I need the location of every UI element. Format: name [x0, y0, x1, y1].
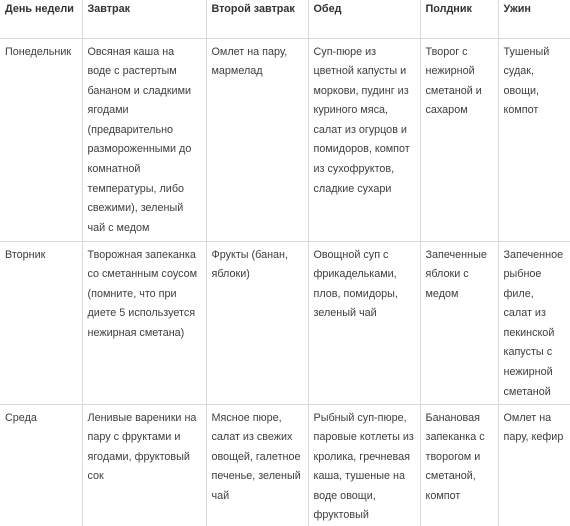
cell-second-breakfast: Фрукты (банан, яблоки) [206, 241, 308, 404]
table-header-row [0, 0, 570, 38]
cell-snack: Запеченные яблоки с медом [420, 241, 498, 404]
cell-lunch: Суп-пюре из цветной капусты и моркови, пудинг из куриного мяса, салат из огурцов и помидоров, компот из сухофруктов, сладкие сухари [308, 38, 420, 241]
header-snack: Полдник [420, 0, 498, 38]
cell-day: Среда [0, 404, 82, 526]
cell-day: Понедельник [0, 38, 82, 241]
table-row [0, 404, 570, 526]
header-breakfast: Завтрак [82, 0, 206, 38]
table-row [0, 38, 570, 241]
cell-lunch: Рыбный суп-пюре, паровые котлеты из кролика, гречневая каша, тушеные на воде овощи, фруктовый [308, 404, 420, 526]
cell-second-breakfast: Мясное пюре, салат из свежих овощей, галетное печенье, зеленый чай [206, 404, 308, 526]
cell-lunch: Овощной суп с фрикадельками, плов, помидоры, зеленый чай [308, 241, 420, 404]
cell-snack: Творог с нежирной сметаной и сахаром [420, 38, 498, 241]
cell-dinner: Тушеный судак, овощи, компот [498, 38, 570, 241]
cell-day: Вторник [0, 241, 82, 404]
cell-snack: Банановая запеканка с творогом и сметаной, компот [420, 404, 498, 526]
cell-second-breakfast: Омлет на пару, мармелад [206, 38, 308, 241]
cell-breakfast: Творожная запеканка со сметанным соусом (помните, что при диете 5 используется нежирная сметана) [82, 241, 206, 404]
cell-breakfast: Овсяная каша на воде с растертым бананом и сладкими ягодами (предварительно размороженными до комнатной температуры, либо свежими), зеленый чай с медом [82, 38, 206, 241]
header-day: День недели [0, 0, 82, 38]
cell-breakfast: Ленивые вареники на пару с фруктами и ягодами, фруктовый сок [82, 404, 206, 526]
header-lunch: Обед [308, 0, 420, 38]
cell-dinner: Запеченное рыбное филе, салат из пекинской капусты с нежирной сметаной [498, 241, 570, 404]
header-second-breakfast: Второй завтрак [206, 0, 308, 38]
cell-dinner: Омлет на пару, кефир [503, 411, 564, 444]
header-dinner: Ужин [498, 0, 570, 38]
table-row [0, 241, 570, 404]
